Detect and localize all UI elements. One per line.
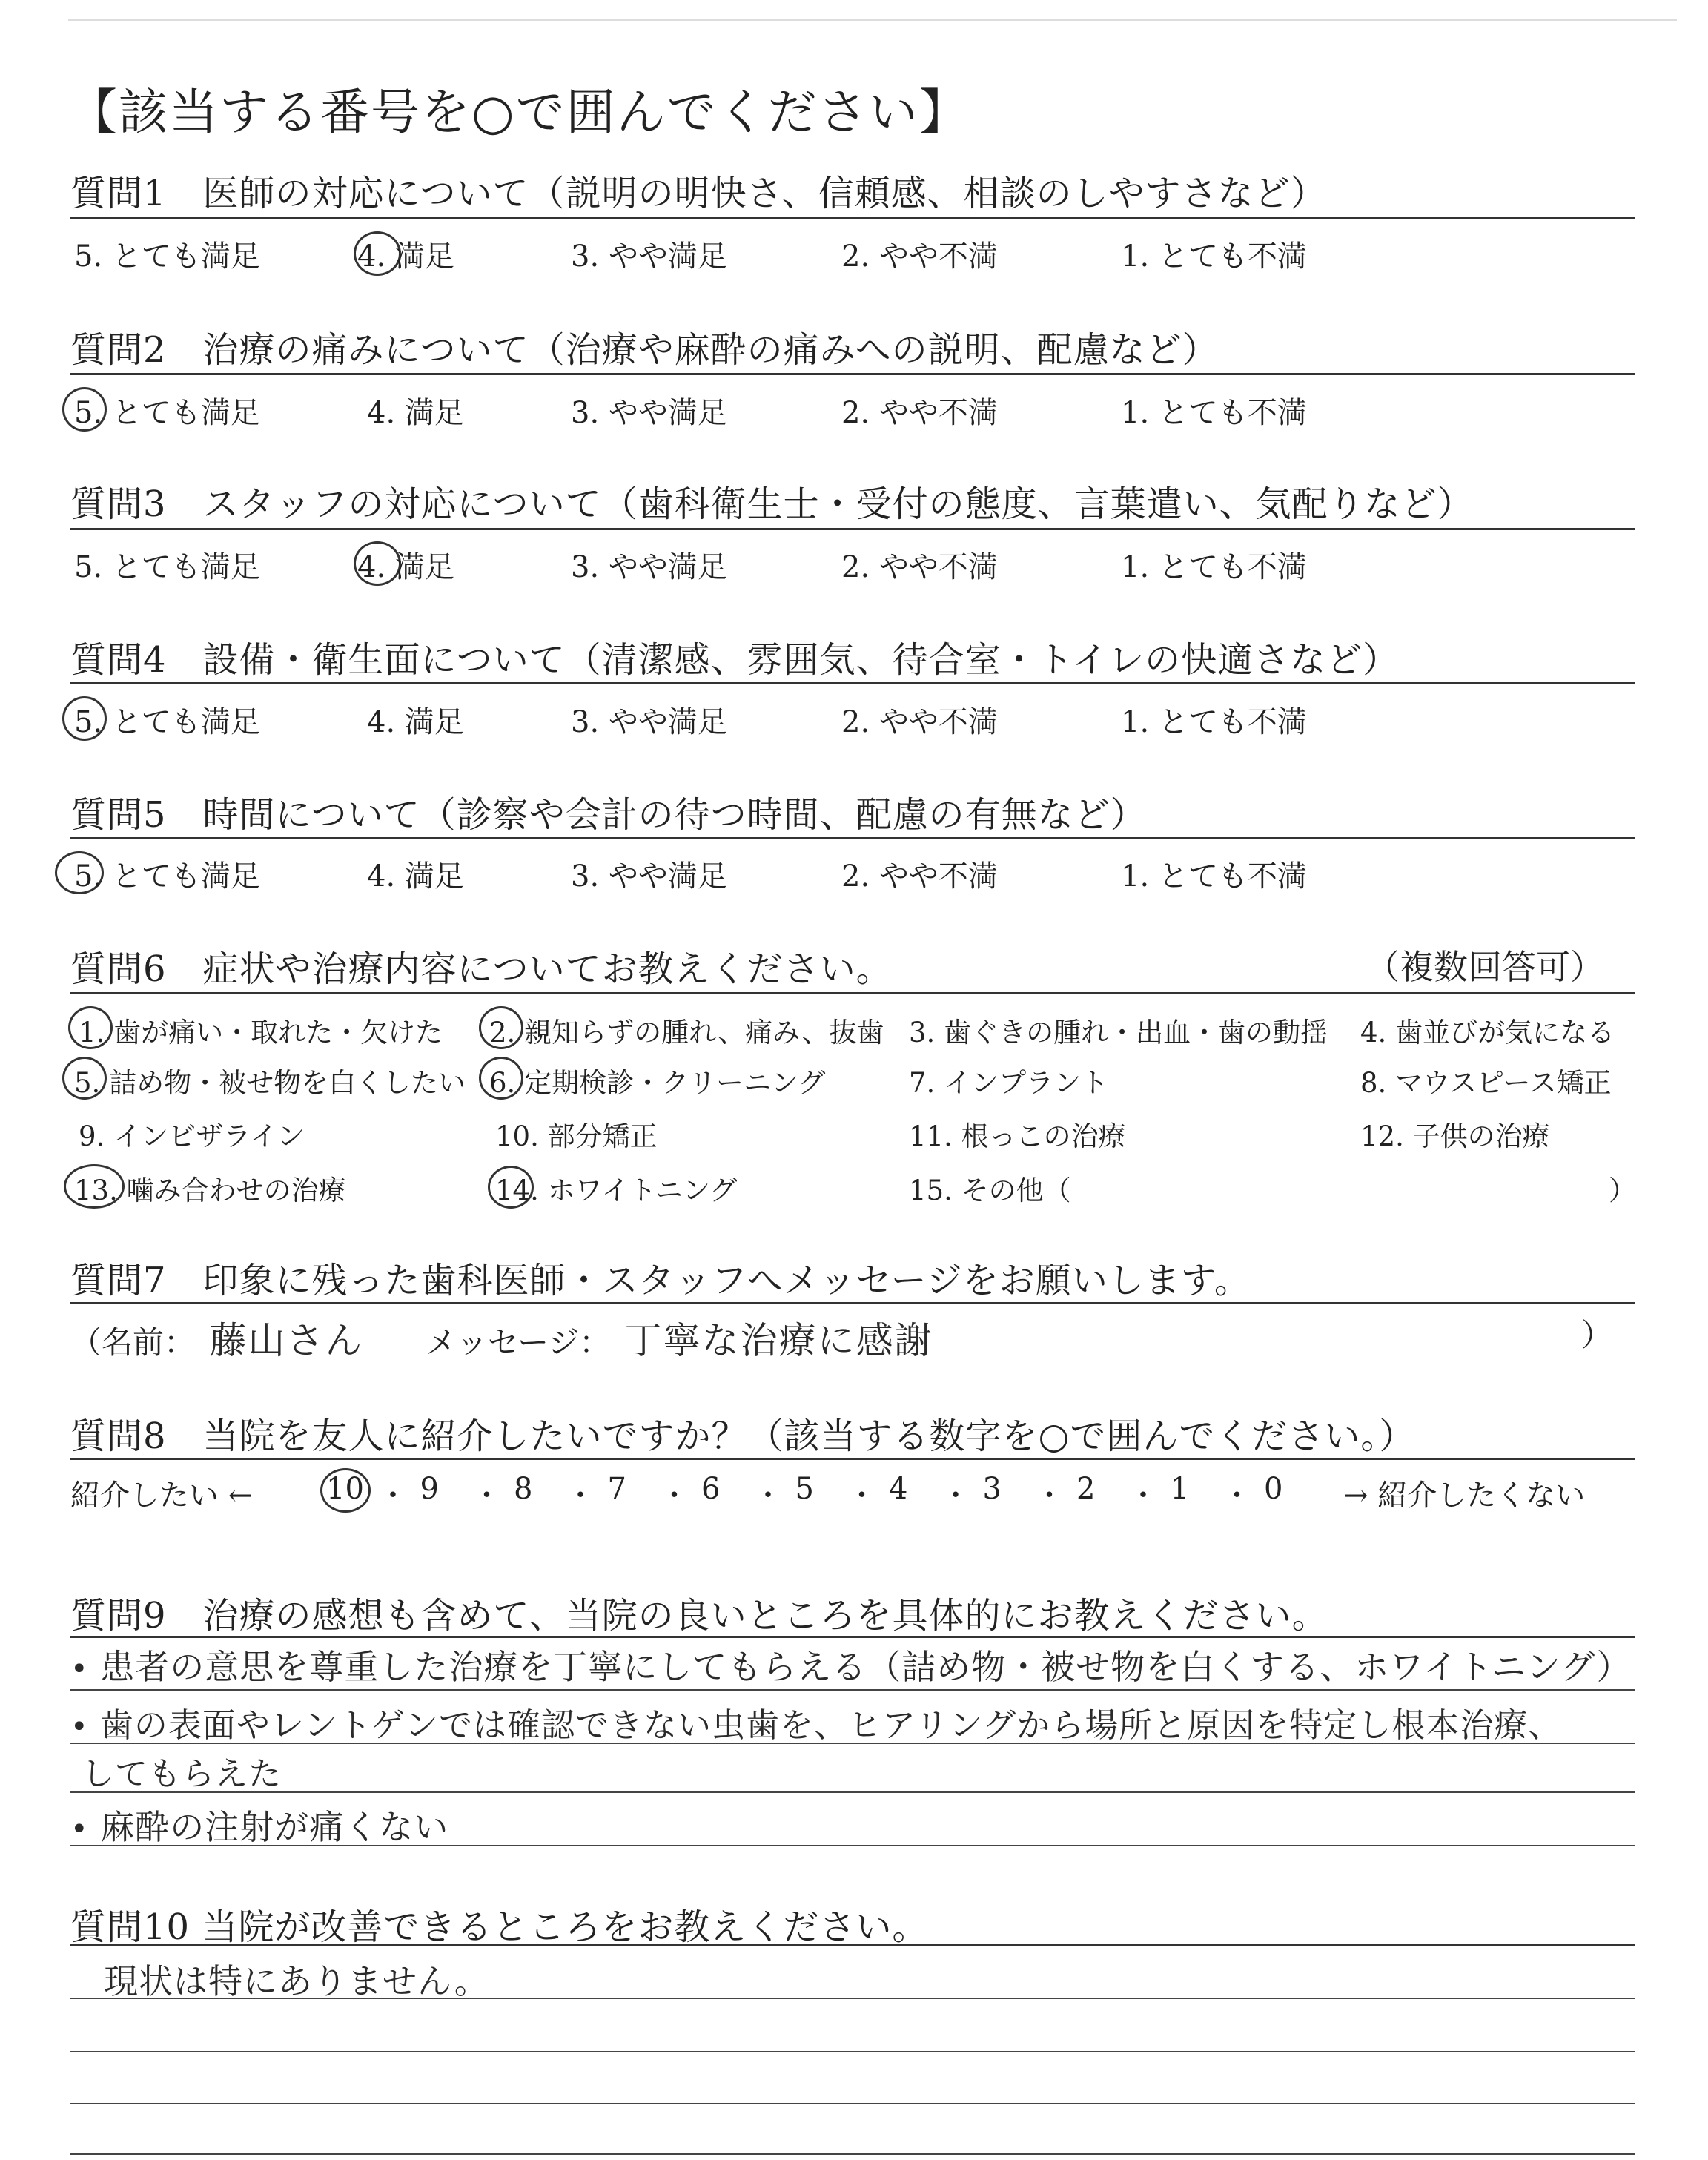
- referral-value-3[interactable]: 3: [982, 1472, 1002, 1506]
- referral-value-7[interactable]: 7: [607, 1472, 626, 1506]
- question-7-rule: [70, 1302, 1635, 1304]
- question-5-title: 質問5 時間について（診察や会計の待つ時間、配慮の有無など）: [70, 794, 1147, 836]
- q3-option-3[interactable]: 3. やや満足: [571, 550, 727, 584]
- q3-option-2[interactable]: 2. やや不満: [841, 550, 998, 584]
- q6-option-3[interactable]: 3. 歯ぐきの腫れ・出血・歯の動揺: [909, 1017, 1328, 1048]
- q2-option-3[interactable]: 3. やや満足: [571, 396, 727, 430]
- referral-value-8[interactable]: 8: [514, 1472, 533, 1506]
- q2-option-2[interactable]: 2. やや不満: [841, 396, 998, 430]
- question-9-rule: [70, 1636, 1635, 1638]
- q5-option-1[interactable]: 1. とても不満: [1121, 859, 1307, 894]
- multiple-answers-note: （複数回答可）: [1366, 947, 1604, 987]
- referral-separator: ・: [566, 1479, 595, 1513]
- q2-option-4[interactable]: 4. 満足: [367, 396, 464, 430]
- referral-value-4[interactable]: 4: [889, 1472, 908, 1506]
- referral-separator: ・: [847, 1479, 877, 1513]
- message-label: メッセージ：: [425, 1324, 611, 1361]
- referral-value-6[interactable]: 6: [701, 1472, 721, 1506]
- q6-option-4[interactable]: 4. 歯並びが気になる: [1360, 1017, 1615, 1048]
- referral-value-1[interactable]: 1: [1170, 1472, 1189, 1506]
- referral-separator: ・: [378, 1479, 408, 1513]
- question-3-title: 質問3 スタッフの対応について（歯科衛生士・受付の態度、言葉遣い、気配りなど）: [70, 483, 1474, 525]
- question-5-rule: [70, 837, 1635, 839]
- q2-option-5[interactable]: 5. とても満足: [74, 396, 260, 430]
- q6-option-1[interactable]: 1. 歯が痛い・取れた・欠けた: [79, 1017, 443, 1048]
- question-1-title: 質問1 医師の対応について（説明の明快さ、信頼感、相談のしやすさなど）: [70, 173, 1327, 214]
- question-1-rule: [70, 217, 1635, 219]
- writing-line: [70, 1845, 1635, 1846]
- q6-option-8[interactable]: 8. マウスピース矯正: [1360, 1067, 1612, 1099]
- message-close-paren: ）: [1580, 1317, 1612, 1353]
- q3-option-1[interactable]: 1. とても不満: [1121, 550, 1307, 584]
- q6-option-13[interactable]: 13. 噛み合わせの治療: [74, 1175, 346, 1206]
- q4-option-5[interactable]: 5. とても満足: [74, 705, 260, 739]
- referral-separator: ・: [1222, 1479, 1252, 1513]
- q4-option-4[interactable]: 4. 満足: [367, 705, 464, 739]
- q4-option-1[interactable]: 1. とても不満: [1121, 705, 1307, 739]
- writing-line: [70, 1791, 1635, 1793]
- question-10-title: 質問10 当院が改善できるところをお教えください。: [70, 1906, 929, 1948]
- q4-option-3[interactable]: 3. やや満足: [571, 705, 727, 739]
- recommend-left-label: 紹介したい ←: [70, 1479, 254, 1513]
- q6-option-15[interactable]: 15. その他（: [909, 1175, 1071, 1206]
- question-6-title: 質問6 症状や治療内容についてお教えください。: [70, 948, 893, 990]
- q1-option-1[interactable]: 1. とても不満: [1121, 240, 1307, 274]
- bullet: •: [70, 1710, 89, 1744]
- q9-answer-2: 歯の表面やレントゲンでは確認できない虫歯を、ヒアリングから場所と原因を特定し根本治療、: [99, 1705, 1563, 1745]
- question-8-title: 質問8 当院を友人に紹介したいですか？（該当する数字を○で囲んでください。）: [70, 1416, 1416, 1457]
- q9-answer-line-2[interactable]: [70, 1698, 1562, 1746]
- question-2-rule: [70, 373, 1635, 375]
- writing-line: [70, 2153, 1635, 2155]
- q9-answer-1: 患者の意思を尊重した治療を丁寧にしてもらえる（詰め物・被せ物を白くする、ホワイトニング）: [100, 1647, 1632, 1687]
- q10-answer[interactable]: 現状は特にありません。: [104, 1961, 489, 2001]
- q9-answer-line-4[interactable]: [70, 1800, 448, 1849]
- message-line: [70, 1311, 1635, 1364]
- referral-separator: ・: [753, 1479, 783, 1513]
- q9-answer-3: してもらえた: [82, 1755, 282, 1793]
- name-label: （名前：: [70, 1324, 196, 1361]
- q4-option-2[interactable]: 2. やや不満: [841, 705, 998, 739]
- q3-option-4[interactable]: 4. 満足: [357, 550, 454, 584]
- q6-option-9[interactable]: 9. インビザライン: [79, 1120, 305, 1152]
- referral-separator: ・: [659, 1479, 689, 1513]
- question-2-title: 質問2 治療の痛みについて（治療や麻酔の痛みへの説明、配慮など）: [70, 329, 1219, 371]
- writing-line: [70, 1689, 1635, 1691]
- referral-separator: ・: [1034, 1479, 1065, 1513]
- q6-option-14[interactable]: 14. ホワイトニング: [495, 1175, 738, 1206]
- question-8-rule: [70, 1458, 1635, 1460]
- top-divider: [68, 19, 1677, 21]
- q5-option-3[interactable]: 3. やや満足: [571, 859, 727, 894]
- q6-option-5[interactable]: 5. 詰め物・被せ物を白くしたい: [74, 1067, 466, 1099]
- q6-option-10[interactable]: 10. 部分矯正: [495, 1120, 658, 1152]
- referral-separator: ・: [471, 1479, 502, 1513]
- q1-option-3[interactable]: 3. やや満足: [571, 240, 727, 274]
- writing-line: [70, 1743, 1635, 1744]
- q1-option-2[interactable]: 2. やや不満: [841, 240, 998, 274]
- question-3-rule: [70, 528, 1635, 530]
- referral-value-2[interactable]: 2: [1076, 1472, 1096, 1506]
- referral-value-0[interactable]: 0: [1264, 1472, 1283, 1506]
- message-value[interactable]: 丁寧な治療に感謝: [624, 1319, 933, 1362]
- q6-option-6[interactable]: 6. 定期検診・クリーニング: [489, 1067, 826, 1099]
- q9-answer-4: 麻酔の注射が痛くない: [100, 1807, 449, 1847]
- recommend-right-label: → 紹介したくない: [1343, 1479, 1586, 1513]
- writing-line: [70, 1998, 1635, 1999]
- q6-option-12[interactable]: 12. 子供の治療: [1360, 1120, 1550, 1152]
- q9-answer-line-3[interactable]: [82, 1747, 282, 1794]
- q6-option-11[interactable]: 11. 根っこの治療: [909, 1120, 1126, 1152]
- referral-separator: ・: [941, 1479, 970, 1513]
- referral-value-9[interactable]: 9: [420, 1472, 439, 1506]
- question-6-rule: [70, 992, 1635, 994]
- bullet: •: [70, 1812, 89, 1846]
- page-title: 【該当する番号を○で囲んでください】: [68, 84, 970, 141]
- referral-separator: ・: [1128, 1479, 1158, 1513]
- referral-value-5[interactable]: 5: [795, 1472, 814, 1506]
- q5-option-4[interactable]: 4. 満足: [367, 859, 464, 894]
- q1-option-5[interactable]: 5. とても満足: [74, 240, 260, 274]
- question-4-title: 質問4 設備・衛生面について（清潔感、雰囲気、待合室・トイレの快適さなど）: [70, 639, 1400, 681]
- question-10-rule: [70, 1944, 1635, 1946]
- q9-answer-line-1[interactable]: [70, 1640, 1631, 1689]
- q5-option-5[interactable]: 5. とても満足: [74, 859, 260, 894]
- q5-option-2[interactable]: 2. やや不満: [841, 859, 998, 894]
- q2-option-1[interactable]: 1. とても不満: [1121, 396, 1307, 430]
- q6-option-2[interactable]: 2. 親知らずの腫れ、痛み、抜歯: [489, 1017, 884, 1048]
- q6-other-close-paren: ）: [1609, 1175, 1636, 1206]
- referral-value-10[interactable]: 10: [326, 1472, 364, 1506]
- question-9-title: 質問9 治療の感想も含めて、当院の良いところを具体的にお教えください。: [70, 1595, 1328, 1636]
- q6-option-7[interactable]: 7. インプラント: [909, 1067, 1109, 1099]
- name-value[interactable]: 藤山さん: [209, 1319, 364, 1362]
- question-4-rule: [70, 682, 1635, 684]
- writing-line: [70, 2051, 1635, 2052]
- writing-line: [70, 2103, 1635, 2104]
- bullet: •: [70, 1652, 89, 1686]
- q3-option-5[interactable]: 5. とても満足: [74, 550, 260, 584]
- q1-option-4[interactable]: 4. 満足: [357, 240, 454, 274]
- question-7-title: 質問7 印象に残った歯科医師・スタッフへメッセージをお願いします。: [70, 1260, 1251, 1301]
